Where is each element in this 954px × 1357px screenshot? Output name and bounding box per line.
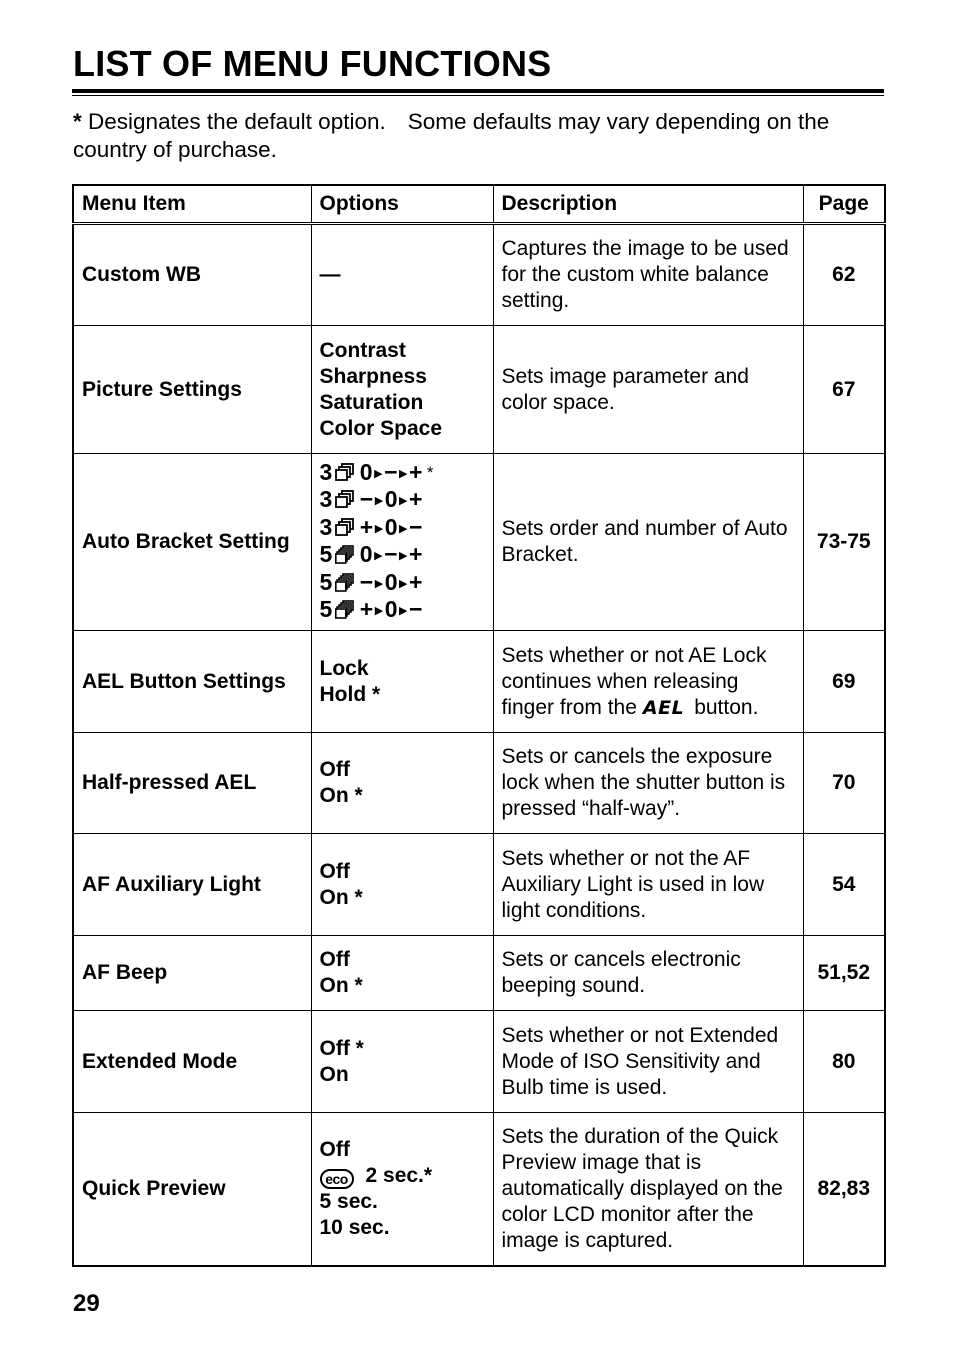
table-row [73,1011,885,1113]
page-number: 29 [73,1290,100,1317]
header-description: Description [493,185,803,224]
intro-rest-text: Some defaults may vary depending on the country of purchase. [73,109,830,162]
option: Contrast [319,338,406,362]
options-cell [311,631,493,733]
option: Off [319,948,350,971]
continuous-frames-icon [335,463,355,483]
continuous-frames-icon [335,518,355,538]
option: Off [319,758,350,781]
ael-button-icon: AEL [642,696,685,719]
option: On * [319,885,363,909]
intro-note [73,108,888,164]
page-ref: 51,52 [803,936,885,1011]
option: Sharpness [319,364,427,388]
option: Off [319,1137,350,1161]
arrow-right-icon: ▶ [399,467,408,480]
page-ref: 73-75 [803,454,885,631]
option: Saturation [319,390,424,414]
continuous-frames-icon [335,573,355,593]
table-header-row [73,185,885,224]
menu-item: AEL Button Settings [73,631,311,733]
bracket-step: + [359,513,374,540]
page-title: LIST OF MENU FUNCTIONS [73,43,552,84]
table-row [73,733,885,834]
bracket-step: 0 [384,596,398,622]
description-cell [493,631,803,733]
menu-functions-table [72,184,886,1267]
menu-item: Custom WB [73,224,311,326]
option: 10 sec. [319,1215,390,1239]
menu-item: AF Auxiliary Light [73,834,311,936]
options-cell [311,1113,493,1266]
table-row [73,326,885,454]
arrow-right-icon: ▶ [374,495,384,507]
bracket-count: 3 [319,458,333,485]
description-cell: Sets image parameter and color space. [493,326,803,454]
bracket-step: − [359,486,374,512]
bracket-step: + [359,596,374,622]
bracket-step: + [408,486,423,512]
options-cell [311,454,493,631]
header-options: Options [311,185,493,224]
continuous-frames-icon [335,490,355,510]
arrow-right-icon: ▶ [374,522,384,535]
menu-item: Picture Settings [73,326,311,454]
bracket-step: + [408,458,423,485]
description-cell: Sets or cancels electronic beeping sound. [493,936,803,1011]
description-cell: Sets whether or not the AF Auxiliary Light is used in low light conditions. [493,834,803,936]
bracket-step: − [359,568,374,595]
options-cell [311,1011,493,1113]
page-ref: 82,83 [803,1113,885,1266]
arrow-right-icon: ▶ [399,495,408,507]
arrow-right-icon: ▶ [374,550,384,562]
bracket-step: − [384,541,398,567]
options-cell [311,834,493,936]
menu-item: Extended Mode [73,1011,311,1113]
option: Off [319,859,350,883]
arrow-right-icon: ▶ [399,577,408,590]
title-rule-thin [72,95,884,96]
page-ref: 69 [803,631,885,733]
options-cell [311,936,493,1011]
menu-item: AF Beep [73,936,311,1011]
continuous-frames-icon [335,600,355,620]
description-cell: Sets order and number of Auto Bracket. [493,454,803,631]
bracket-step: − [408,596,423,622]
menu-item: Half-pressed AEL [73,733,311,834]
description-text: button. [694,695,759,719]
options-cell [311,733,493,834]
bracket-step: − [408,513,423,540]
option-text: 2 sec.* [365,1163,433,1187]
table-row [73,631,885,733]
page-ref: 70 [803,733,885,834]
description-text: Sets whether or not AE Lock continues when releasing finger from the [501,643,767,719]
header-menu-item: Menu Item [73,185,311,224]
arrow-right-icon: ▶ [399,605,408,617]
bracket-step: 0 [384,568,398,595]
page-ref: 54 [803,834,885,936]
description-cell: Sets whether or not Extended Mode of ISO Sensitivity and Bulb time is used. [493,1011,803,1113]
option: Color Space [319,416,443,440]
options-cell [311,326,493,454]
bracket-count: 3 [319,486,333,512]
bracket-step: 0 [384,513,398,540]
option: — [319,263,341,286]
options-cell [311,224,493,326]
bracket-option [320,570,485,598]
option: On [319,1062,349,1086]
option: Lock [319,656,369,680]
option: On * [319,784,363,807]
bracket-option [320,487,485,515]
title-rule-thick [72,89,884,93]
header-page: Page [803,185,885,224]
bracket-step: − [384,458,398,485]
option: Off * [319,1036,364,1060]
arrow-right-icon: ▶ [374,605,384,617]
bracket-step: 0 [359,541,374,567]
option: Hold * [319,682,381,706]
page-ref: 80 [803,1011,885,1113]
table-row [73,224,885,326]
bracket-option [320,460,485,488]
bracket-step: 0 [359,458,374,485]
option: 5 sec. [319,1189,378,1213]
bracket-option [320,542,485,570]
intro-asterisk: * [73,109,82,134]
bracket-count: 5 [319,596,333,622]
table-row [73,936,885,1011]
table-row [73,454,885,631]
continuous-frames-icon [335,545,355,565]
menu-item: Quick Preview [73,1113,311,1266]
eco-icon: eco [320,1169,354,1189]
bracket-count: 5 [319,541,333,567]
default-mark: * [426,462,435,482]
intro-default-text: Designates the default option. [88,109,386,134]
description-cell: Captures the image to be used for the custom white balance setting. [493,224,803,326]
bracket-count: 5 [319,568,333,595]
option: On * [319,974,363,997]
bracket-count: 3 [319,513,333,540]
bracket-step: + [408,568,423,595]
arrow-right-icon: ▶ [399,550,408,562]
table-row [73,1113,885,1266]
arrow-right-icon: ▶ [374,467,384,480]
option [320,1163,485,1189]
bracket-option [320,515,485,543]
bracket-step: + [408,541,423,567]
arrow-right-icon: ▶ [374,577,384,590]
description-cell: Sets or cancels the exposure lock when the shutter button is pressed “half-way”. [493,733,803,834]
table-row [73,834,885,936]
bracket-step: 0 [384,486,398,512]
page-ref: 67 [803,326,885,454]
page-ref: 62 [803,224,885,326]
bracket-option [320,597,485,625]
description-cell: Sets the duration of the Quick Preview image that is automatically displayed on the color LCD monitor after the image is captured. [493,1113,803,1266]
arrow-right-icon: ▶ [399,522,408,535]
menu-item: Auto Bracket Setting [73,454,311,631]
